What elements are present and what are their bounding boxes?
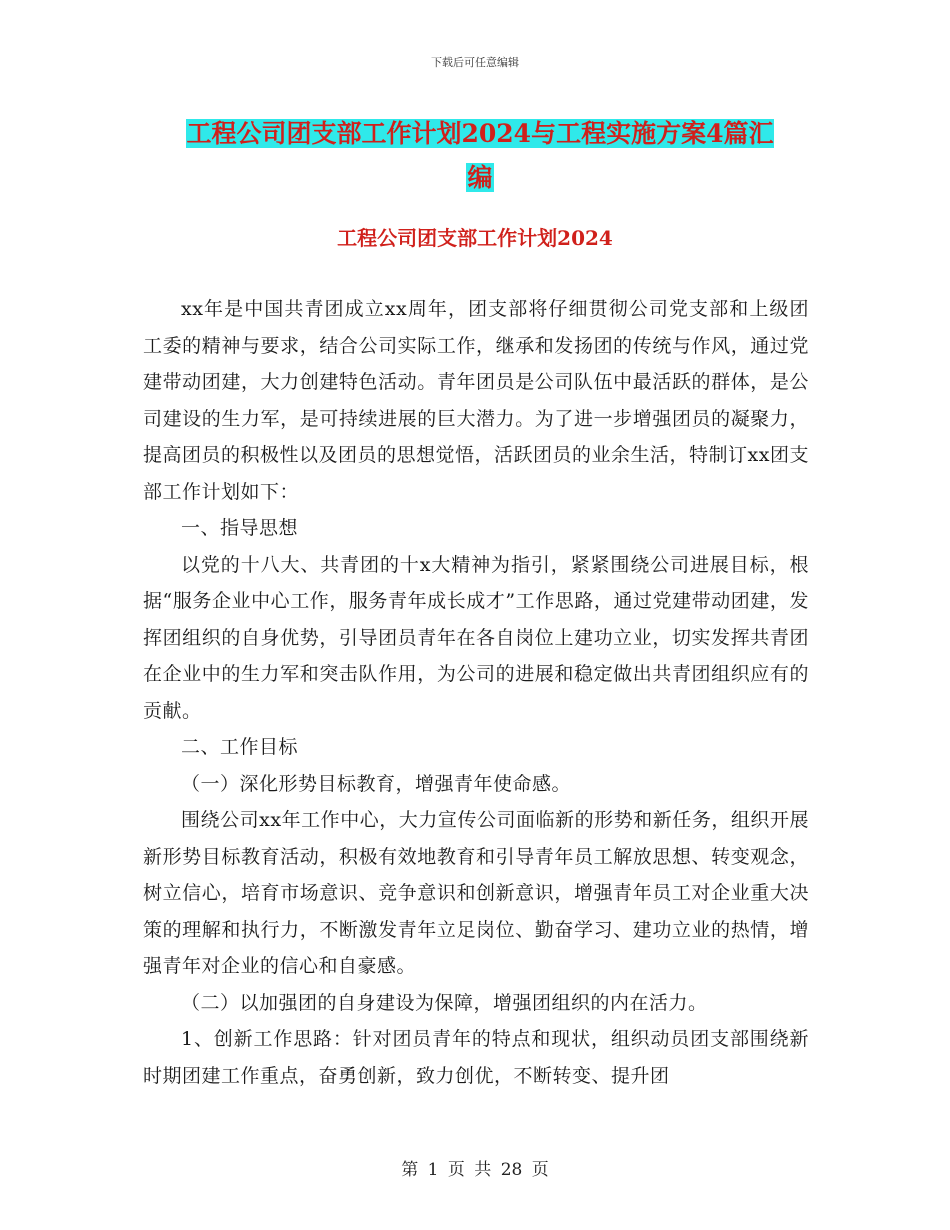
- paragraph: 围绕公司xx年工作中心，大力宣传公司面临新的形势和新任务，组织开展新形势目标教育活动，积极有效地教育和引导青年员工解放思想、转变观念，树立信心，培育市场意识、竞争意识和创新意识，增强青年员工对企业重大决策的理解和执行力，不断激发青年立足岗位、勤奋学习、建功立业的热情，增强青年对企业的信心和自豪感。: [143, 809, 809, 977]
- paragraph: 二、工作目标: [181, 736, 299, 758]
- paragraph: （一）深化形势目标教育，增强青年使命感。: [181, 772, 572, 795]
- document-title: [150, 112, 810, 200]
- section-title: 工程公司团支部工作计划2024: [337, 226, 613, 250]
- paragraph: 以党的十八大、共青团的十x大精神为指引，紧紧围绕公司进展目标，根据“服务企业中心工作，服务青年成长成才”工作思路，通过党建带动团建，发挥团组织的自身优势，引导团员青年在各自岗位上建功立业，切实发挥共青团在企业中的生力军和突击队作用，为公司的进展和稳定做出共青团组织应有的贡献。: [143, 553, 809, 722]
- paragraph: xx年是中国共青团成立xx周年，团支部将仔细贯彻公司党支部和上级团工委的精神与要求，结合公司实际工作，继承和发扬团的传统与作风，通过党建带动团建，大力创建特色活动。青年团员是公司队伍中最活跃的群体，是公司建设的生力军，是可持续进展的巨大潜力。为了进一步增强团员的凝聚力，提高团员的积极性以及团员的思想觉悟，活跃团员的业余生活，特制订xx团支部工作计划如下：: [143, 298, 809, 503]
- paragraph: （二）以加强团的自身建设为保障，增强团组织的内在活力。: [181, 991, 708, 1014]
- document-title-line-1: 工程公司团支部工作计划2024与工程实施方案4篇汇: [186, 119, 774, 148]
- header-note: 下载后可任意编辑: [431, 56, 519, 69]
- paragraph: 1、创新工作思路：针对团员青年的特点和现状，组织动员团支部围绕新时期团建工作重点，奋勇创新，致力创优，不断转变、提升团: [143, 1028, 809, 1087]
- document-title-line-2: 编: [467, 163, 493, 192]
- paragraph: 一、指导思想: [181, 517, 299, 539]
- body-text: [143, 291, 809, 1094]
- page-footer: 第 1 页 共 28 页: [401, 1160, 549, 1180]
